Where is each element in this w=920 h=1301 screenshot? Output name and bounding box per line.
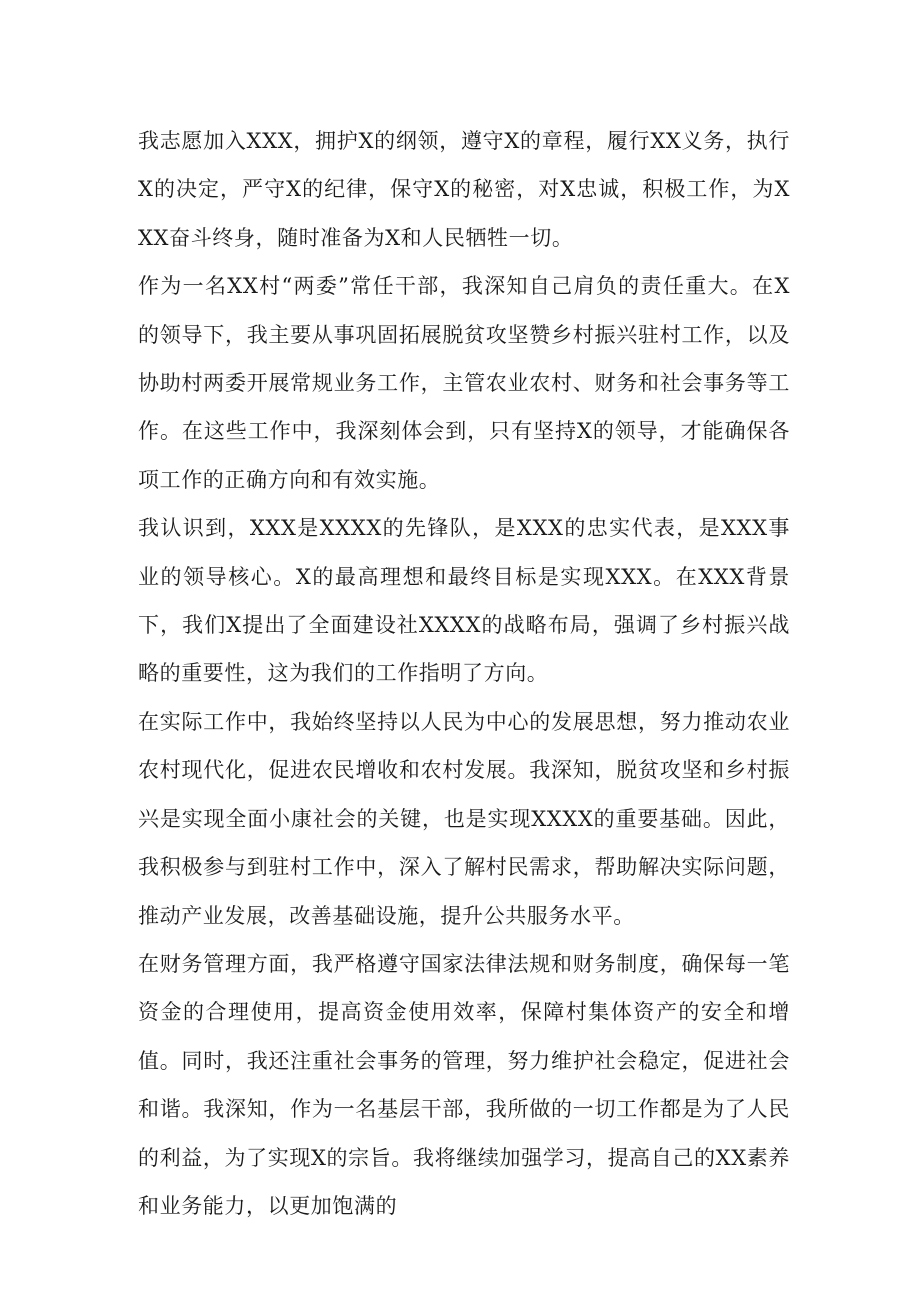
document-body <box>138 117 790 1230</box>
paragraph-role: 作为一名XX村“两委”常任干部，我深知自己肩负的责任重大。在X的领导下，我主要从事巩固拓展脱贫攻坚赞乡村振兴驻村工作，以及协助村两委开展常规业务工作，主管农业农村、财务和社会事务等工作。在这些工作中，我深刻体会到，只有坚持X的领导，才能确保各项工作的正确方向和有效实施。 <box>138 274 790 492</box>
paragraph-practice: 在实际工作中，我始终坚持以人民为中心的发展思想，努力推动农业农村现代化，促进农民增收和农村发展。我深知，脱贫攻坚和乡村振兴是实现全面小康社会的关键，也是实现XXXX的重要基础。因此，我积极参与到驻村工作中，深入了解村民需求，帮助解决实际问题，推动产业发展，改善基础设施，提升公共服务水平。 <box>138 709 790 928</box>
paragraph-understanding: 我认识到，XXX是XXXX的先锋队，是XXX的忠实代表，是XXX事业的领导核心。X的最高理想和最终目标是实现XXX。在XXX背景下，我们X提出了全面建设社XXXX的战略布局，强调了乡村振兴战略的重要性，这为我们的工作指明了方向。 <box>138 516 790 686</box>
paragraph-pledge: 我志愿加入XXX，拥护X的纲领，遵守X的章程，履行XX义务，执行X的决定，严守X的纪律，保守X的秘密，对X忠诚，积极工作，为XXX奋斗终身，随时准备为X和人民牺牲一切。 <box>138 129 790 250</box>
paragraph-finance: 在财务管理方面，我严格遵守国家法律法规和财务制度，确保每一笔资金的合理使用，提高资金使用效率，保障村集体资产的安全和增值。同时，我还注重社会事务的管理，努力维护社会稳定，促进社会和谐。我深知，作为一名基层干部，我所做的一切工作都是为了人民的利益，为了实现X的宗旨。我将继续加强学习，提高自己的XX素养和业务能力，以更加饱满的 <box>138 951 790 1218</box>
